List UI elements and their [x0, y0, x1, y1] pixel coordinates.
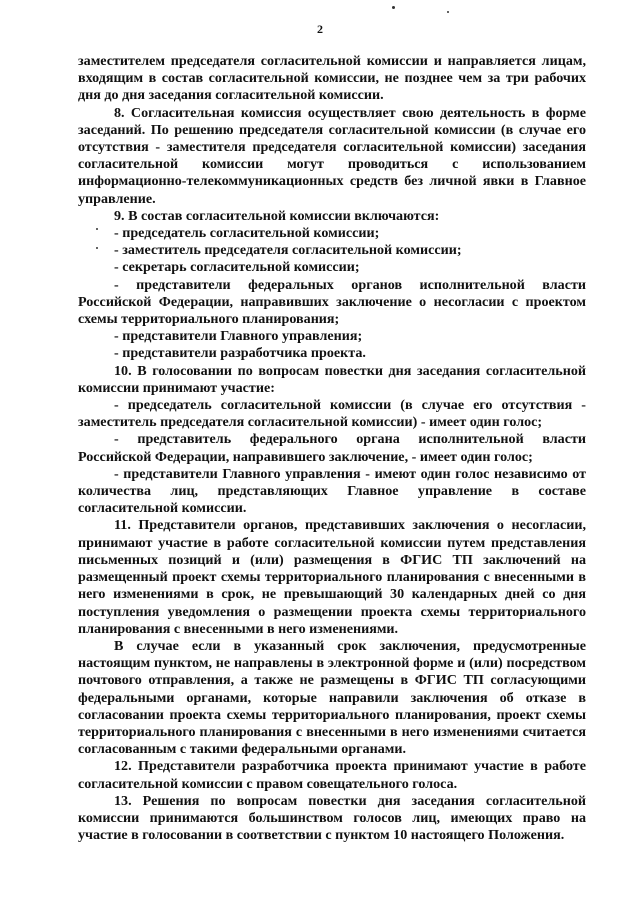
list-item: - секретарь согласительной комиссии; — [114, 259, 360, 276]
paragraph-11-continued: В случае если в указанный срок заключения, предусмотренные настоящим пунктом, не направлены в электронной форме и (или) посредством почтового отправления, а также не размещены в ФГИС ТП согласующими федеральными органами, которые направили заключения об отказе в согласовании проекта схемы территориального планирования, проект схемы территориального планирования с внесенными в него изменениями считается согласованным с такими федеральными органами. — [78, 637, 586, 758]
list-item: - представители разработчика проекта. — [114, 345, 366, 362]
scan-speck — [392, 6, 395, 9]
paragraph-13: 13. Решения по вопросам повестки дня заседания согласительной комиссии принимаются большинством голосов лиц, имеющих право на участие в голосовании в соответствии с пунктом 10 настоящего Положения. — [78, 792, 586, 844]
paragraph-9: 9. В состав согласительной комиссии включаются: — [114, 207, 440, 224]
paragraph-continuation: заместителем председателя согласительной комиссии и направляется лицам, входящим в состав согласительной комиссии, не позднее чем за три рабочих дня до дня заседания согласительной комиссии. — [78, 53, 586, 104]
paragraph-10: 10. В голосовании по вопросам повестки дня заседания согласительной комиссии принимают участие: — [78, 362, 586, 396]
paragraph-12: 12. Представители разработчика проекта принимают участие в работе согласительной комиссии с правом совещательного голоса. — [78, 758, 586, 792]
list-item: - заместитель председателя согласительной комиссии; — [114, 242, 462, 259]
list-item: - представители федеральных органов исполнительной власти Российской Федерации, направивших заключение о несогласии с проектом схемы территориального планирования; — [78, 276, 586, 328]
list-item: - представитель федерального органа исполнительной власти Российской Федерации, направившего заключение, - имеет один голос; — [78, 431, 586, 465]
paragraph-11: 11. Представители органов, представивших заключения о несогласии, принимают участие в работе согласительной комиссии путем представления письменных позиций и (или) размещения в ФГИС ТП заключений на размещенный проект схемы территориального планирования с внесенными в него изменениями в срок, не превышающий 30 календарных дней со дня поступления уведомления о размещении проекта схемы территориального планирования с внесенными в него изменениями. — [78, 517, 586, 637]
scan-speck — [447, 11, 449, 13]
list-item: - председатель согласительной комиссии; — [114, 225, 380, 242]
page-number: 2 — [317, 22, 323, 36]
list-item: - председатель согласительной комиссии (в случае его отсутствия - заместитель председателя согласительной комиссии) - имеет один голос; — [78, 397, 586, 431]
paragraph-8: 8. Согласительная комиссия осуществляет свою деятельность в форме заседаний. По решению председателя согласительной комиссии (в случае его отсутствия - заместителя председателя согласительной комиссии) заседания согласительной комиссии могут проводиться с использованием информационно-телекоммуникационных средств без личной явки в Главное управление. — [78, 104, 586, 207]
list-item: - представители Главного управления; — [114, 328, 363, 345]
list-item: - представители Главного управления - имеют один голос независимо от количества лиц, представляющих Главное управление в составе согласительной комиссии. — [78, 465, 586, 517]
document-body — [78, 53, 586, 844]
